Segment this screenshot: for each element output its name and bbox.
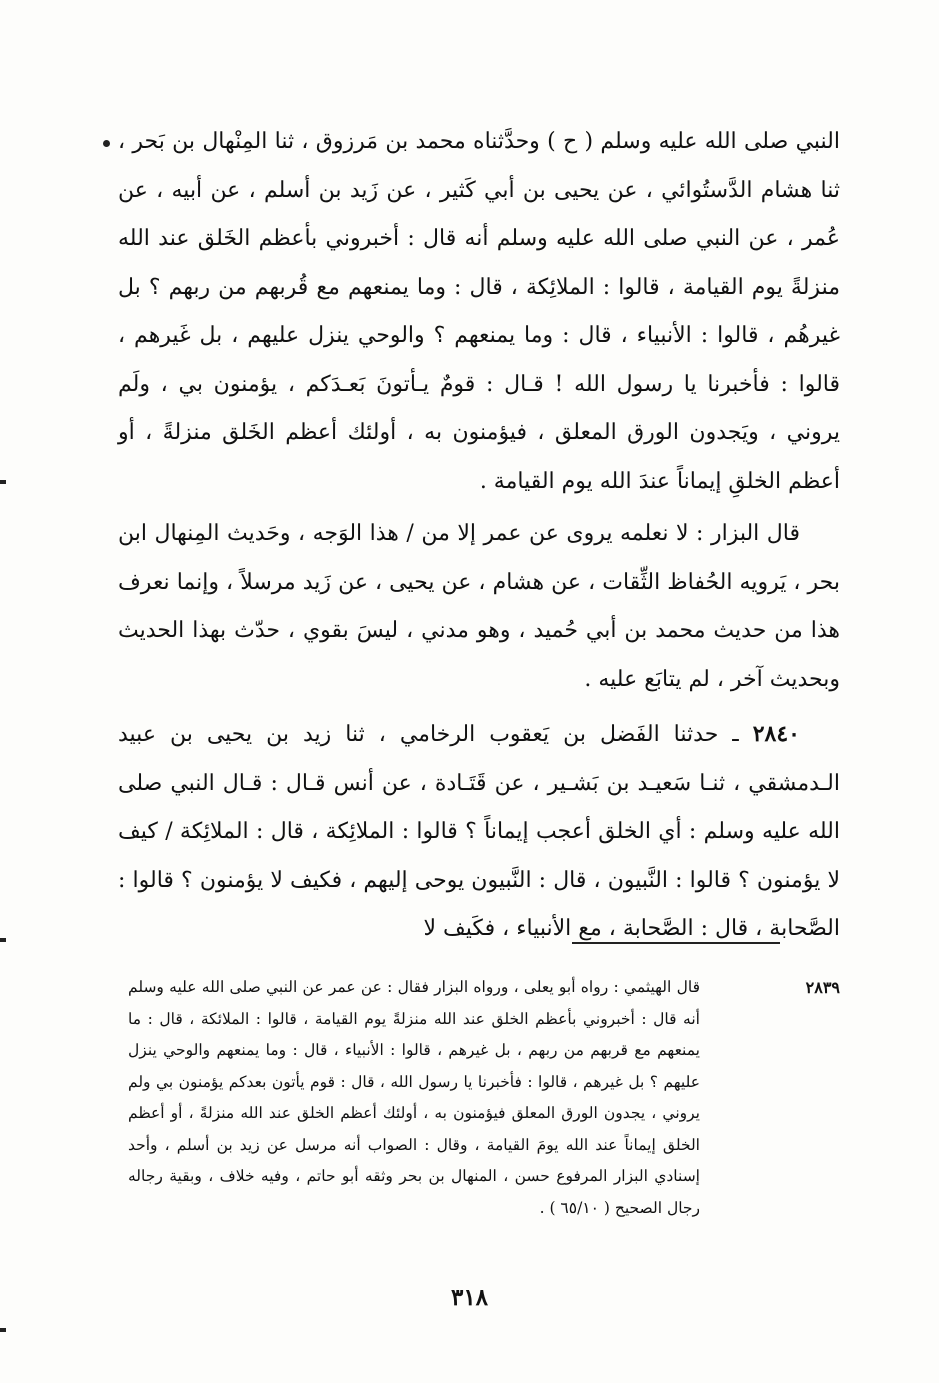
paragraph-hadith-2840 — [118, 710, 840, 954]
footnote — [128, 972, 840, 1224]
margin-mark — [0, 1328, 6, 1332]
hadith-number: ٢٨٤٠ — [752, 721, 800, 747]
hadith-text: ـ حدثنا الفَضل بن يَعقوب الرخامي ، ثنا زيد بن يحيى بن عبيد الـدمشقي ، ثنـا سَعيـد بن بَشـير ، عن قَتَـادة ، عن أنس قـال : قـال النبي صلى الله عليه وسلم : أي الخلق أعجب إيماناً ؟ قالوا : الملائِكة ، قال : الملائِكة / كيف لا يؤمنون ؟ قالوا : النَّبيون ، قال : النَّبيون يوحى إليهم ، فكيف لا يؤمنون ؟ قالوا : الصَّحابة ، قال : الصَّحابة ، مع الأنبياء ، فكَيف لا — [118, 722, 840, 941]
margin-mark — [0, 938, 6, 942]
paragraph-bazzar-comment: قال البزار : لا نعلمه يروى عن عمر إلا من / هذا الوَجه ، وحَديث المِنهال ابن بحر ، يَرويه الحُفاظ الثِّقات ، عن هشام ، عن يحيى ، عن زَيد مرسلاً ، وإنما نعرف هذا من حديث محمد بن أبي حُميد ، وهو مدني ، ليسَ بقوي ، حدّث بهذا الحديث وبحديث آخر ، لم يتابَع عليه . — [118, 521, 840, 692]
main-text — [118, 118, 840, 954]
footnote-number: ٢٨٣٩ — [805, 978, 840, 997]
paragraph-hadith-2839: النبي صلى الله عليه وسلم ( ح ) وحدَّثناه محمد بن مَرزوق ، ثنا المِنْهال بن بَحر ، ثنا هشام الدَّستُوائي ، عن يحيى بن أبي كَثير ، عن زَيد بن أسلم ، عن أبيه ، عن عُمر ، عن النبي صلى الله عليه وسلم أنه قال : أخبروني بأعظم الخَلق عند الله منزلةً يوم القيامة ، قالوا : الملائِكة ، قال : وما يمنعهم مع قُربهم من ربهم ؟ بل غيرهُم ، قالوا : الأنبياء ، قال : وما يمنعهم ؟ والوحي ينزل عليهم ، بل غَيرهم ، قالوا : فأخبرنا يا رسول الله ! قـال : قومٌ يـأتونَ بَعـدَكم ، يؤمنون بي ، ولَم يروني ، ويَجدون الورق المعلق ، فيؤمنون به ، أولئك أعظم الخَلق منزلةً ، أو أعظم الخلقِ إيماناً عندَ الله يوم القيامة . — [118, 129, 840, 494]
page-number: ٣١٨ — [450, 1284, 489, 1311]
footnote-text: قال الهيثمي : رواه أبو يعلى ، ورواه البزار فقال : عن عمر عن النبي صلى الله عليه وسلم أنه قال : أخبروني بأعظم الخلق عند الله منزلةً يوم القيامة ، قالوا : الملائكة ، قال : ما يمنعهم مع قربهم من ربهم ، بل غيرهم ، قالوا : الأنبياء ، قال : وما يمنعهم والوحي ينزل عليهم ؟ بل غيرهم ، قالوا : فأخبرنا يا رسول الله ، قال : قوم يأتون بعدكم يؤمنون بي ولم يروني ، يجدون الورق المعلق فيؤمنون به ، أولئك أعظم الخلق عند الله منزلةً ، أو أعظم الخلق إيماناً عند الله يومَ القيامة ، وقال : الصواب أنه مرسل عن زيد بن أسلم ، وأحد إسنادي البزار المرفوع حسن ، المنهال بن بحر وثقه أبو حاتم ، وفيه خلاف ، وبقية رجاله رجال الصحيح ( ٦٥/١٠ ) . — [128, 978, 700, 1217]
margin-bullet — [103, 140, 110, 147]
margin-mark — [0, 480, 6, 484]
footnote-divider — [572, 942, 780, 944]
